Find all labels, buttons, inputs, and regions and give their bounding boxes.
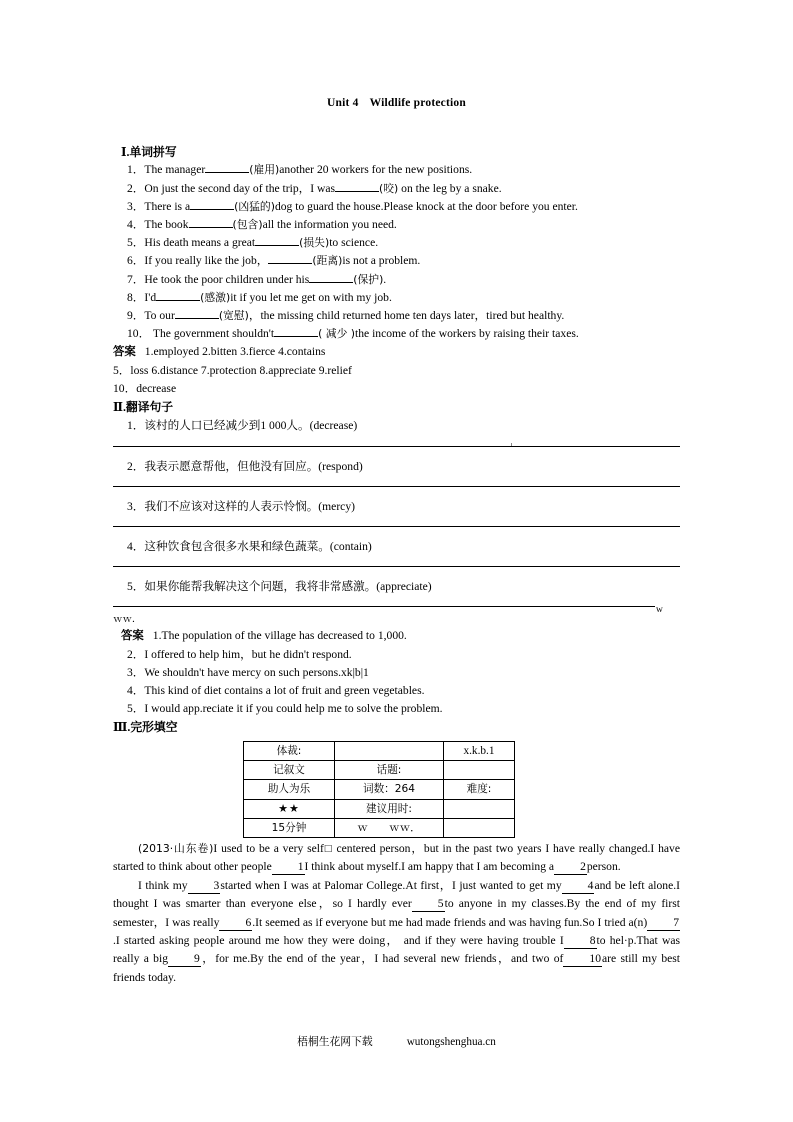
table-row xyxy=(244,818,515,837)
cloze-paragraph-1 xyxy=(113,840,680,877)
item-hint: (保护) xyxy=(353,272,384,286)
item-hint: (凶猛的) xyxy=(234,199,275,213)
answer-blank[interactable] xyxy=(175,307,219,319)
item-text-post: all the information you need. xyxy=(262,218,397,232)
answer-text: 10．decrease xyxy=(113,381,177,395)
cloze-blank-2[interactable]: 2 xyxy=(554,861,587,875)
translate-item-1: 1．该村的人口已经减少到1 000人。(decrease) xyxy=(127,419,358,433)
item-text-post: it if you let me get on with my job. xyxy=(230,290,392,304)
vocab-item-3 xyxy=(113,198,680,216)
cell-empty xyxy=(444,761,515,780)
writing-line-1[interactable] xyxy=(113,436,680,457)
answer-text: 1.The population of the village has decreased to 1,000. xyxy=(152,629,407,643)
item-number: 10． xyxy=(127,327,151,341)
item-hint: (距离) xyxy=(312,254,343,268)
item-number: 6． xyxy=(127,254,145,268)
item-text-pre: His death means a great xyxy=(144,236,256,250)
passage-text: I think my xyxy=(138,878,188,892)
cell-genre-value: 记叙文 xyxy=(244,761,335,780)
passage-text: to anyone in my classes.By the end of my first semester，I was really xyxy=(113,897,680,929)
cloze-blank-8[interactable]: 8 xyxy=(564,935,597,949)
item-number: 5． xyxy=(127,236,145,250)
vocab-answer-line-2 xyxy=(113,362,680,380)
item-text-post: is not a problem. xyxy=(342,254,421,268)
item-text-pre: The book xyxy=(144,218,189,232)
item-number: 8． xyxy=(127,290,145,304)
table-row xyxy=(244,780,515,799)
cell-time-value: 15分钟 xyxy=(244,818,335,837)
item-hint: (雇用) xyxy=(249,163,280,177)
item-text-pre: The government shouldn't xyxy=(150,327,275,341)
answer-label: 答案 xyxy=(121,630,144,643)
vocab-item-1 xyxy=(113,161,680,179)
answer-blank[interactable] xyxy=(189,216,233,228)
item-text-pre: There is a xyxy=(144,199,191,213)
table-row xyxy=(244,761,515,780)
title-topic: Wildlife protection xyxy=(369,97,466,109)
translate-item-4: 4．这种饮食包含很多水果和绿色蔬菜。(contain) xyxy=(127,540,372,554)
passage-text: I used to be a very self□ centered person，but in the past two years I have really changed.I have started to think about other people xyxy=(113,841,680,874)
answer-blank[interactable] xyxy=(335,180,379,192)
cell-wordcount: 词数：264 xyxy=(335,780,444,799)
item-hint: ( 减少 ) xyxy=(318,327,356,341)
vocab-item-7 xyxy=(113,271,680,289)
passage-text: to hel·p.That was really a big xyxy=(113,933,680,966)
page-title xyxy=(113,97,680,109)
cell-empty xyxy=(335,741,444,760)
item-text-pre: On just the second day of the trip，I was xyxy=(144,181,336,195)
cloze-blank-10[interactable]: 10 xyxy=(563,953,602,967)
section-heading-vocabulary: Ⅰ.单词拼写 xyxy=(121,145,177,159)
item-number: 9． xyxy=(127,309,145,323)
section-heading-translation: Ⅱ.翻译句子 xyxy=(113,400,174,415)
cell-empty xyxy=(444,799,515,818)
translate-answer-line-2: 2．I offered to help him，but he didn't respond. xyxy=(127,647,352,661)
writing-line-4[interactable] xyxy=(113,556,680,577)
passage-text: .I started asking people around me how they were doing， and if they were having trouble I xyxy=(113,933,564,947)
answer-text: 1.employed 2.bitten 3.fierce 4.contains xyxy=(144,345,326,359)
vocab-item-6 xyxy=(113,252,680,270)
answer-blank[interactable] xyxy=(156,289,200,301)
passage-text: and be left alone.I thought I was smarter than everyone else，so I hardly ever xyxy=(113,878,680,911)
translate-answer-line-4: 4．This kind of diet contains a lot of fruit and green vegetables. xyxy=(127,684,425,698)
translate-answer-line-1 xyxy=(113,627,680,645)
item-text-pre: The manager xyxy=(144,163,206,177)
cell-empty xyxy=(444,818,515,837)
watermark-fragment-end: w xyxy=(656,605,663,616)
item-hint: (包含) xyxy=(232,218,263,232)
translate-answer-line-3: 3．We shouldn't have mercy on such persons.xk|b|1 xyxy=(127,665,369,679)
cloze-blank-5[interactable]: 5 xyxy=(412,898,445,912)
answer-blank[interactable] xyxy=(205,161,249,173)
table-row xyxy=(244,799,515,818)
item-number: 7． xyxy=(127,272,145,286)
item-text-pre: He took the poor children under his xyxy=(144,272,310,286)
cloze-paragraph-2 xyxy=(113,877,680,987)
item-text-post: dog to guard the house.Please knock at the door before you enter. xyxy=(274,199,578,213)
item-text-post: to science. xyxy=(329,236,379,250)
item-number: 1． xyxy=(127,163,145,177)
item-text-pre: I'd xyxy=(144,290,157,304)
item-hint: (感激) xyxy=(200,290,231,304)
cell-difficulty-stars: ★★ xyxy=(244,799,335,818)
item-hint: (咬) xyxy=(379,181,399,195)
cell-watermark: ｗ ｗｗ． xyxy=(335,818,444,837)
answer-blank[interactable] xyxy=(255,234,299,246)
item-number: 3． xyxy=(127,199,145,213)
cloze-blank-3[interactable]: 3 xyxy=(188,880,221,894)
passage-text: .It seemed as if everyone but me had made friends and was having fun.So I tried a(n) xyxy=(252,915,648,929)
vocab-item-4 xyxy=(113,216,680,234)
footer-cn-label: 梧桐生花网下载 xyxy=(297,1035,373,1048)
answer-label: 答案 xyxy=(113,346,136,359)
vocab-answer-line-3 xyxy=(113,380,680,398)
answer-blank[interactable] xyxy=(190,198,234,210)
vocab-item-10 xyxy=(113,325,680,343)
document-page xyxy=(113,0,680,1122)
translate-answer-line-5: 5．I would app.reciate it if you could help me to solve the problem. xyxy=(127,702,443,716)
vocab-answer-line-1 xyxy=(113,343,680,361)
passage-text: I think about myself.I am happy that I am becoming a xyxy=(304,860,555,874)
item-text-post: another 20 workers for the new positions. xyxy=(279,163,473,177)
translate-item-5: 5．如果你能帮我解决这个问题，我将非常感激。(appreciate) xyxy=(127,580,432,594)
cell-code: x.k.b.1 xyxy=(444,741,515,760)
vocab-item-5 xyxy=(113,234,680,252)
page-footer xyxy=(113,1034,680,1049)
item-number: 4． xyxy=(127,218,145,232)
answer-blank[interactable] xyxy=(268,252,312,264)
cloze-blank-7[interactable]: 7 xyxy=(647,917,680,931)
vocab-item-8 xyxy=(113,289,680,307)
cloze-blank-9[interactable]: 9 xyxy=(168,953,201,967)
item-text-post: ，the missing child returned home ten days later，tired but healthy. xyxy=(248,309,565,323)
cloze-blank-1[interactable]: 1 xyxy=(272,861,305,875)
cell-time-label: 建议用时: xyxy=(335,799,444,818)
title-unit: Unit 4 xyxy=(327,97,359,109)
footer-site-url: wutongshenghua.cn xyxy=(406,1036,496,1048)
passage-text: person. xyxy=(586,860,621,874)
vocab-item-2 xyxy=(113,180,680,198)
translate-item-2: 2．我表示愿意帮他，但他没有回应。(respond) xyxy=(127,459,363,473)
item-hint: (宽慰) xyxy=(218,309,249,323)
passage-info-table xyxy=(243,741,515,838)
section-heading-cloze: Ⅲ.完形填空 xyxy=(113,720,178,735)
cloze-blank-4[interactable]: 4 xyxy=(562,880,595,894)
document-body xyxy=(113,143,680,987)
table-row xyxy=(244,741,515,760)
passage-source: (2013·山东卷) xyxy=(138,841,214,855)
answer-blank[interactable] xyxy=(274,325,318,337)
item-text-post: . xyxy=(383,272,387,286)
item-text-pre: To our xyxy=(144,309,175,323)
item-text-post: the income of the workers by raising their taxes. xyxy=(355,327,579,341)
writing-line-2[interactable] xyxy=(113,476,680,497)
item-number: 2． xyxy=(127,181,145,195)
passage-text: ，for me.By the end of the year，I had several new friends，and two of xyxy=(200,952,564,966)
cell-topic-label: 话题: xyxy=(335,761,444,780)
cloze-blank-6[interactable]: 6 xyxy=(219,917,252,931)
writing-line-3[interactable] xyxy=(113,516,680,537)
cell-topic-value: 助人为乐 xyxy=(244,780,335,799)
item-hint: (损失) xyxy=(299,236,330,250)
cell-genre-label: 体裁: xyxy=(244,741,335,760)
cell-difficulty-label: 难度: xyxy=(444,780,515,799)
item-text-post: on the leg by a snake. xyxy=(398,181,502,195)
answer-text: 5．loss 6.distance 7.protection 8.appreciate 9.relief xyxy=(113,363,352,377)
vocab-item-9 xyxy=(113,307,680,325)
watermark-fragment-next: ｗｗ． xyxy=(113,615,142,626)
passage-text: started when I was at Palomar College.At first，I just wanted to get my xyxy=(220,878,562,892)
answer-blank[interactable] xyxy=(309,271,353,283)
translate-item-3: 3．我们不应该对这样的人表示怜悯。(mercy) xyxy=(127,499,355,513)
item-text-pre: If you really like the job， xyxy=(144,254,269,268)
passage-text: are still my best friends today. xyxy=(113,952,680,984)
